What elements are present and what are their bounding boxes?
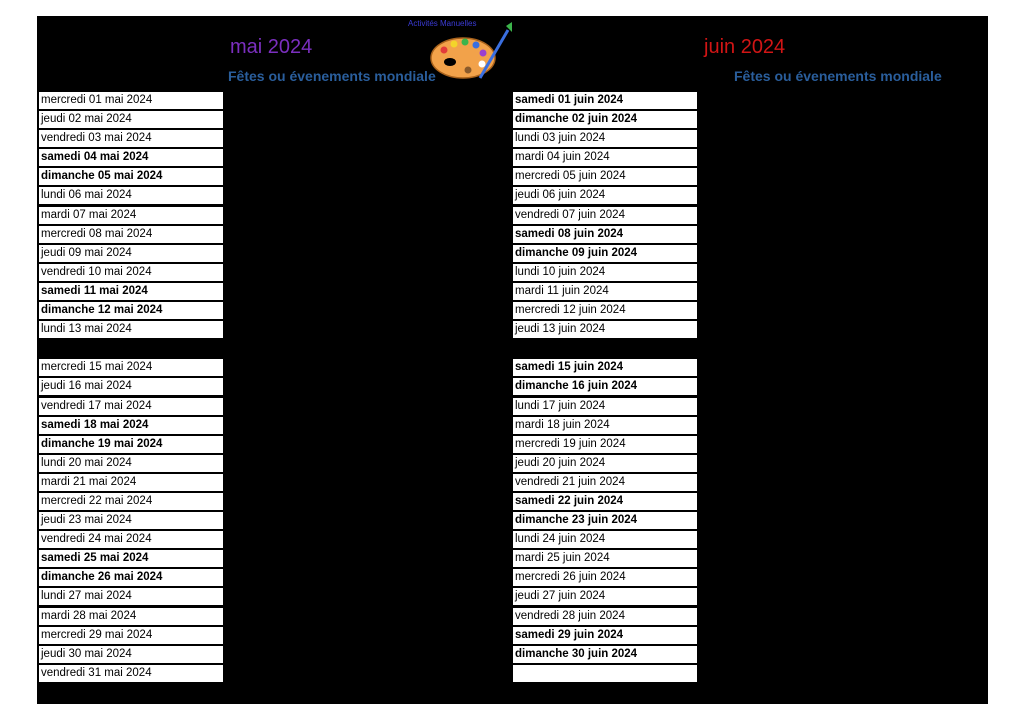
june-day-list — [513, 92, 697, 684]
day-cell: jeudi 06 juin 2024 — [513, 187, 697, 204]
week-gap — [513, 340, 697, 357]
day-cell: jeudi 13 juin 2024 — [513, 321, 697, 338]
may-subtitle: Fêtes ou évenements mondiale — [228, 68, 436, 84]
day-cell: jeudi 23 mai 2024 — [39, 512, 223, 529]
day-cell: samedi 15 juin 2024 — [513, 359, 697, 376]
day-cell: dimanche 23 juin 2024 — [513, 512, 697, 529]
day-cell: samedi 01 juin 2024 — [513, 92, 697, 109]
day-cell: samedi 18 mai 2024 — [39, 417, 223, 434]
day-cell: dimanche 30 juin 2024 — [513, 646, 697, 663]
day-cell: dimanche 12 mai 2024 — [39, 302, 223, 319]
paint-palette-icon — [408, 18, 520, 82]
day-cell: dimanche 09 juin 2024 — [513, 245, 697, 262]
day-cell: mercredi 19 juin 2024 — [513, 436, 697, 453]
june-subtitle: Fêtes ou évenements mondiale — [734, 68, 942, 84]
day-cell: mardi 21 mai 2024 — [39, 474, 223, 491]
day-cell: jeudi 27 juin 2024 — [513, 588, 697, 605]
day-cell — [513, 665, 697, 682]
day-cell: lundi 17 juin 2024 — [513, 398, 697, 415]
day-cell: mardi 25 juin 2024 — [513, 550, 697, 567]
day-cell: mercredi 01 mai 2024 — [39, 92, 223, 109]
day-cell: mercredi 22 mai 2024 — [39, 493, 223, 510]
day-cell: mardi 07 mai 2024 — [39, 207, 223, 224]
day-cell: samedi 25 mai 2024 — [39, 550, 223, 567]
day-cell: lundi 24 juin 2024 — [513, 531, 697, 548]
day-cell: lundi 06 mai 2024 — [39, 187, 223, 204]
day-cell: mardi 11 juin 2024 — [513, 283, 697, 300]
day-cell: samedi 29 juin 2024 — [513, 627, 697, 644]
day-cell: mercredi 29 mai 2024 — [39, 627, 223, 644]
may-title: mai 2024 — [230, 36, 313, 58]
day-cell: dimanche 16 juin 2024 — [513, 378, 697, 395]
day-cell: vendredi 03 mai 2024 — [39, 130, 223, 147]
day-cell: samedi 08 juin 2024 — [513, 226, 697, 243]
day-cell: samedi 11 mai 2024 — [39, 283, 223, 300]
day-cell: vendredi 17 mai 2024 — [39, 398, 223, 415]
day-cell: vendredi 24 mai 2024 — [39, 531, 223, 548]
day-cell: lundi 13 mai 2024 — [39, 321, 223, 338]
day-cell: lundi 27 mai 2024 — [39, 588, 223, 605]
day-cell: lundi 20 mai 2024 — [39, 455, 223, 472]
week-gap — [39, 340, 223, 357]
day-cell: mardi 18 juin 2024 — [513, 417, 697, 434]
day-cell: vendredi 10 mai 2024 — [39, 264, 223, 281]
day-cell: samedi 04 mai 2024 — [39, 149, 223, 166]
day-cell: lundi 10 juin 2024 — [513, 264, 697, 281]
day-cell: jeudi 16 mai 2024 — [39, 378, 223, 395]
day-cell: jeudi 02 mai 2024 — [39, 111, 223, 128]
day-cell: jeudi 09 mai 2024 — [39, 245, 223, 262]
day-cell: lundi 03 juin 2024 — [513, 130, 697, 147]
logo-caption: Activités Manuelles — [408, 19, 477, 28]
day-cell: dimanche 26 mai 2024 — [39, 569, 223, 586]
day-cell: mardi 28 mai 2024 — [39, 608, 223, 625]
day-cell: samedi 22 juin 2024 — [513, 493, 697, 510]
day-cell: jeudi 30 mai 2024 — [39, 646, 223, 663]
day-cell: vendredi 28 juin 2024 — [513, 608, 697, 625]
day-cell: vendredi 21 juin 2024 — [513, 474, 697, 491]
day-cell: mercredi 26 juin 2024 — [513, 569, 697, 586]
day-cell: mardi 04 juin 2024 — [513, 149, 697, 166]
day-cell: mercredi 15 mai 2024 — [39, 359, 223, 376]
day-cell: dimanche 02 juin 2024 — [513, 111, 697, 128]
day-cell: dimanche 05 mai 2024 — [39, 168, 223, 185]
day-cell: jeudi 20 juin 2024 — [513, 455, 697, 472]
day-cell: dimanche 19 mai 2024 — [39, 436, 223, 453]
day-cell: vendredi 07 juin 2024 — [513, 207, 697, 224]
day-cell: mercredi 12 juin 2024 — [513, 302, 697, 319]
may-day-list — [39, 92, 223, 684]
day-cell: mercredi 08 mai 2024 — [39, 226, 223, 243]
june-title: juin 2024 — [704, 36, 786, 58]
day-cell: mercredi 05 juin 2024 — [513, 168, 697, 185]
day-cell: vendredi 31 mai 2024 — [39, 665, 223, 682]
